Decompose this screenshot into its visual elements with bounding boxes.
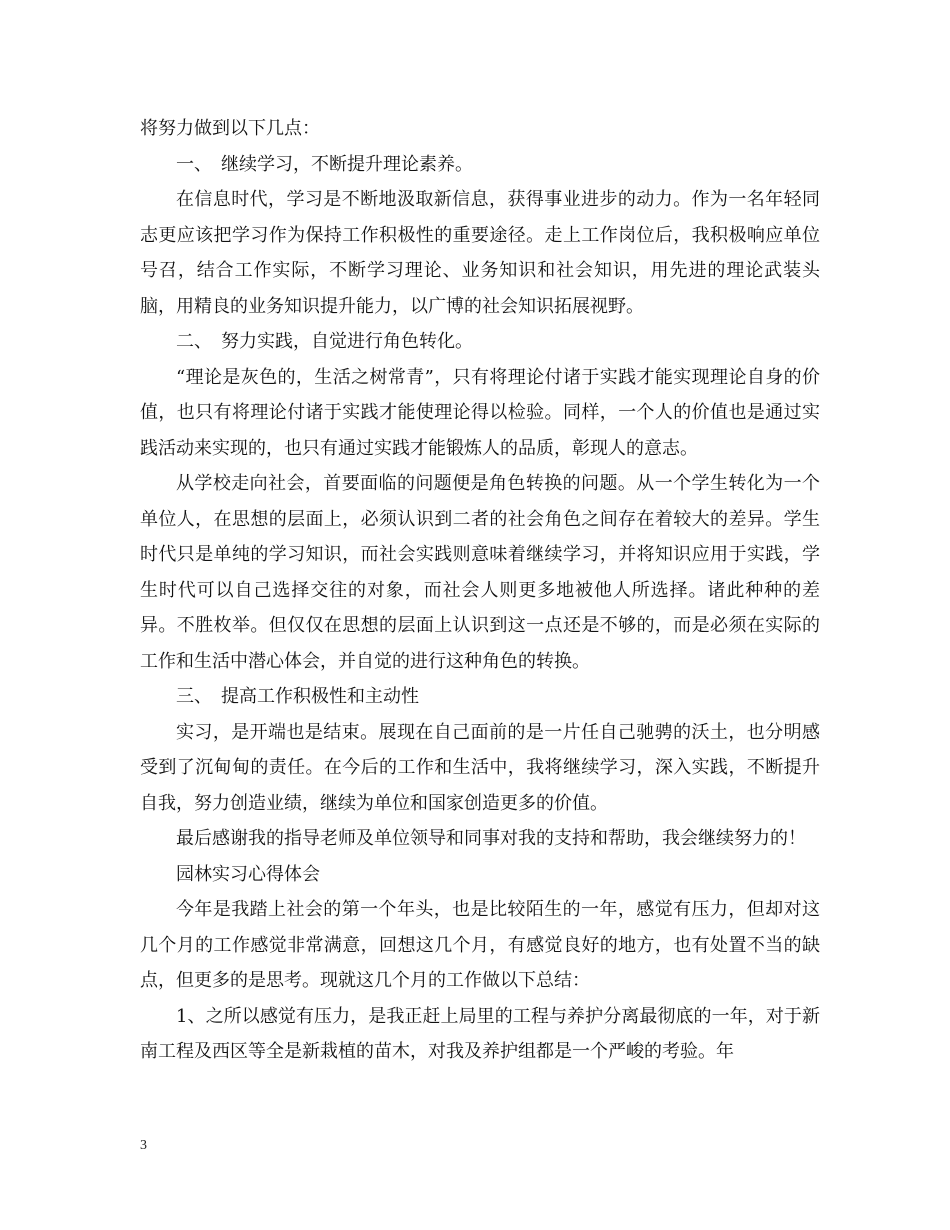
paragraph-learning: 在信息时代，学习是不断地汲取新信息，获得事业进步的动力。作为一名年轻同志更应该把学习作为保持工作积极性的重要途径。走上工作岗位后，我积极响应单位号召，结合工作实际，不断学习理论、业务知识和社会知识，用先进的理论武装头脑，用精良的业务知识提升能力，以广博的社会知识拓展视野。 — [140, 189, 820, 317]
paragraph-intro: 将努力做到以下几点： — [140, 118, 320, 139]
paragraph-thanks: 最后感谢我的指导老师及单位领导和同事对我的支持和帮助，我会继续努力的！ — [176, 828, 806, 849]
heading-point-two: 二、 努力实践，自觉进行角色转化。 — [176, 331, 473, 352]
section-title-garden-internship: 园林实习心得体会 — [176, 863, 320, 885]
paragraph-year-summary: 今年是我踏上社会的第一个年头，也是比较陌生的一年，感觉有压力，但却对这几个月的工作感觉非常满意，回想这几个月，有感觉良好的地方，也有处置不当的缺点，但更多的是思考。现就这几个月的工作做以下总结： — [140, 899, 820, 991]
heading-point-three: 三、 提高工作积极性和主动性 — [176, 686, 419, 707]
paragraph-theory-practice: “理论是灰色的，生活之树常青”，只有将理论付诸于实践才能实现理论自身的价值，也只有将理论付诸于实践才能使理论得以检验。同样，一个人的价值也是通过实践活动来实现的，也只有通过实践才能锻炼人的品质，彰现人的意志。 — [140, 366, 820, 459]
document-body — [140, 111, 820, 1070]
paragraph-internship: 实习，是开端也是结束。展现在自己面前的是一片任自己驰骋的沃土，也分明感受到了沉甸甸的责任。在今后的工作和生活中，我将继续学习，深入实践，不断提升自我，努力创造业绩，继续为单位和国家创造更多的价值。 — [140, 721, 820, 814]
page-number: 3 — [140, 1138, 147, 1153]
heading-point-one: 一、 继续学习，不断提升理论素养。 — [176, 153, 473, 175]
paragraph-role-transition: 从学校走向社会，首要面临的问题便是角色转换的问题。从一个学生转化为一个单位人，在思想的层面上，必须认识到二者的社会角色之间存在着较大的差异。学生时代只是单纯的学习知识，而社会实践则意味着继续学习，并将知识应用于实践，学生时代可以自己选择交往的对象，而社会人则更多地被他人所选择。诸此种种的差异。不胜枚举。但仅仅在思想的层面上认识到这一点还是不够的，而是必须在实际的工作和生活中潜心体会，并自觉的进行这种角色的转换。 — [140, 473, 820, 672]
paragraph-point-1: 1、之所以感觉有压力，是我正赶上局里的工程与养护分离最彻底的一年，对于新南工程及西区等全是新栽植的苗木，对我及养护组都是一个严峻的考验。年 — [140, 1005, 820, 1062]
